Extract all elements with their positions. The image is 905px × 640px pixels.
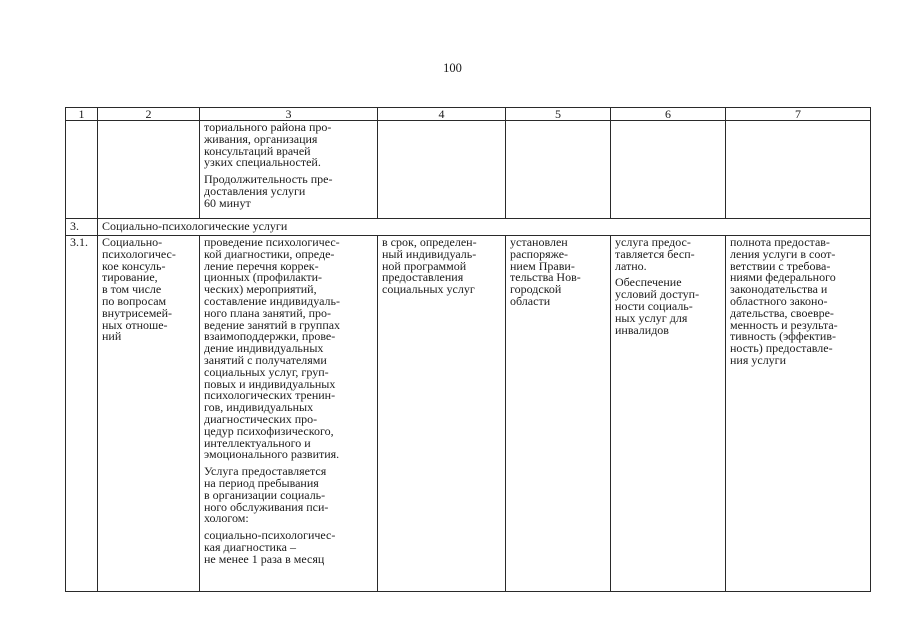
service-quality-text bbox=[730, 237, 867, 367]
service-basis-text bbox=[510, 237, 607, 308]
text-line: кая диагностика – bbox=[204, 539, 296, 554]
text-line: взаимоподдержки, прове- bbox=[204, 329, 336, 344]
service-conditions bbox=[611, 236, 726, 592]
continued-cell-terms bbox=[378, 121, 506, 219]
text-line: ных отноше- bbox=[102, 317, 168, 332]
text-line: тирование, bbox=[102, 270, 158, 285]
text-line: ний bbox=[102, 329, 122, 344]
text-line: психологических тренин- bbox=[204, 388, 336, 403]
service-payment-paragraph bbox=[615, 237, 722, 272]
text-line: ление перечня коррек- bbox=[204, 258, 319, 273]
text-line: ционных (профилакти- bbox=[204, 270, 323, 285]
continued-duration-paragraph bbox=[204, 174, 374, 209]
table-row-section bbox=[66, 219, 871, 236]
text-line: ведение занятий в группах bbox=[204, 317, 341, 332]
service-period-paragraph bbox=[204, 466, 374, 525]
text-line: ность) предоставле- bbox=[730, 341, 833, 356]
service-basis bbox=[506, 236, 611, 592]
text-line: на период пребывания bbox=[204, 475, 319, 490]
text-line: составление индивидуаль- bbox=[204, 293, 340, 308]
text-line: доставления услуги bbox=[204, 183, 306, 198]
text-line: ности социаль- bbox=[615, 298, 693, 313]
text-line: законодательства и bbox=[730, 282, 828, 297]
services-table bbox=[65, 107, 871, 592]
text-line: ниями федерального bbox=[730, 270, 836, 285]
text-line: ного обслуживания пси- bbox=[204, 499, 329, 514]
service-name-text bbox=[102, 237, 196, 343]
text-line: по вопросам bbox=[102, 293, 167, 308]
continued-cell-description bbox=[200, 121, 378, 219]
continued-cell-name bbox=[98, 121, 200, 219]
text-line: Продолжительность пре- bbox=[204, 172, 333, 187]
service-diagnostics-paragraph bbox=[204, 530, 374, 565]
text-line: дательства, своевре- bbox=[730, 305, 834, 320]
text-line: цедур психофизического, bbox=[204, 423, 334, 438]
continued-cell-number bbox=[66, 121, 98, 219]
continued-cell-basis bbox=[506, 121, 611, 219]
continued-description-paragraph bbox=[204, 122, 374, 169]
section-number: 3. bbox=[66, 219, 98, 236]
service-terms bbox=[378, 236, 506, 592]
text-line: дение индивидуальных bbox=[204, 341, 324, 356]
text-line: ния услуги bbox=[730, 352, 787, 367]
text-line: ной программой bbox=[382, 258, 467, 273]
text-line: повых и индивидуальных bbox=[204, 376, 336, 391]
column-header-4: 4 bbox=[378, 108, 506, 121]
text-line: кое консуль- bbox=[102, 258, 166, 273]
text-line: ных услуг для bbox=[615, 310, 688, 325]
text-line: условий доступ- bbox=[615, 287, 700, 302]
text-line: консультаций врачей bbox=[204, 143, 311, 158]
text-line: проведение психологичес- bbox=[204, 235, 340, 249]
text-line: инвалидов bbox=[615, 322, 669, 337]
text-line: ческих) мероприятий, bbox=[204, 282, 317, 297]
text-line: эмоционального развития. bbox=[204, 447, 340, 462]
text-line: распоряже- bbox=[510, 246, 569, 261]
text-line: Социально- bbox=[102, 235, 163, 249]
text-line: кой диагностики, опреде- bbox=[204, 246, 335, 261]
text-line: услуга предос- bbox=[615, 235, 691, 249]
table-header-row bbox=[66, 108, 871, 121]
text-line: ления услуги в соот- bbox=[730, 246, 836, 261]
text-line: в том числе bbox=[102, 282, 162, 297]
text-line: полнота предостав- bbox=[730, 235, 830, 249]
service-number: 3.1. bbox=[66, 236, 98, 592]
text-line: занятий с получателями bbox=[204, 352, 327, 367]
text-line: узких специальностей. bbox=[204, 155, 321, 170]
text-line: областного законо- bbox=[730, 293, 828, 308]
text-line: установлен bbox=[510, 235, 568, 249]
text-line: ветствии с требова- bbox=[730, 258, 831, 273]
table-row-service bbox=[66, 236, 871, 592]
text-line: городской bbox=[510, 282, 562, 297]
text-line: нием Прави- bbox=[510, 258, 575, 273]
text-line: гов, индивидуальных bbox=[204, 400, 314, 415]
text-line: в срок, определен- bbox=[382, 235, 477, 249]
service-description bbox=[200, 236, 378, 592]
text-line: хологом: bbox=[204, 511, 249, 526]
text-line: Услуга предоставляется bbox=[204, 464, 327, 479]
text-line: не менее 1 раза в месяц bbox=[204, 551, 325, 566]
service-terms-text bbox=[382, 237, 502, 296]
service-description-paragraph bbox=[204, 237, 374, 461]
table-row-continued bbox=[66, 121, 871, 219]
text-line: социально-психологичес- bbox=[204, 528, 336, 543]
text-line: ториального района про- bbox=[204, 120, 332, 134]
section-title: Социально-психологические услуги bbox=[98, 219, 871, 236]
text-line: социальных услуг, груп- bbox=[204, 364, 329, 379]
continued-cell-quality bbox=[726, 121, 871, 219]
column-header-2: 2 bbox=[98, 108, 200, 121]
text-line: психологичес- bbox=[102, 246, 176, 261]
text-line: 60 минут bbox=[204, 195, 251, 210]
text-line: социальных услуг bbox=[382, 282, 475, 297]
continued-cell-conditions bbox=[611, 121, 726, 219]
column-header-3: 3 bbox=[200, 108, 378, 121]
text-line: ный индивидуаль- bbox=[382, 246, 477, 261]
column-header-6: 6 bbox=[611, 108, 726, 121]
column-header-1: 1 bbox=[66, 108, 98, 121]
text-line: Обеспечение bbox=[615, 275, 682, 290]
column-header-5: 5 bbox=[506, 108, 611, 121]
text-line: внутрисемей- bbox=[102, 305, 173, 320]
text-line: живания, организация bbox=[204, 131, 318, 146]
service-quality bbox=[726, 236, 871, 592]
service-name bbox=[98, 236, 200, 592]
text-line: интеллектуального и bbox=[204, 435, 311, 450]
text-line: ного плана занятий, про- bbox=[204, 305, 332, 320]
text-line: тавляется бесп- bbox=[615, 246, 695, 261]
text-line: в организации социаль- bbox=[204, 487, 326, 502]
text-line: области bbox=[510, 293, 551, 308]
column-header-7: 7 bbox=[726, 108, 871, 121]
text-line: тельства Нов- bbox=[510, 270, 581, 285]
text-line: латно. bbox=[615, 258, 647, 273]
text-line: предоставления bbox=[382, 270, 464, 285]
text-line: тивность (эффектив- bbox=[730, 329, 836, 344]
text-line: менность и результа- bbox=[730, 317, 838, 332]
service-accessibility-paragraph bbox=[615, 277, 722, 336]
page-number: 100 bbox=[443, 61, 462, 75]
text-line: диагностических про- bbox=[204, 411, 318, 426]
